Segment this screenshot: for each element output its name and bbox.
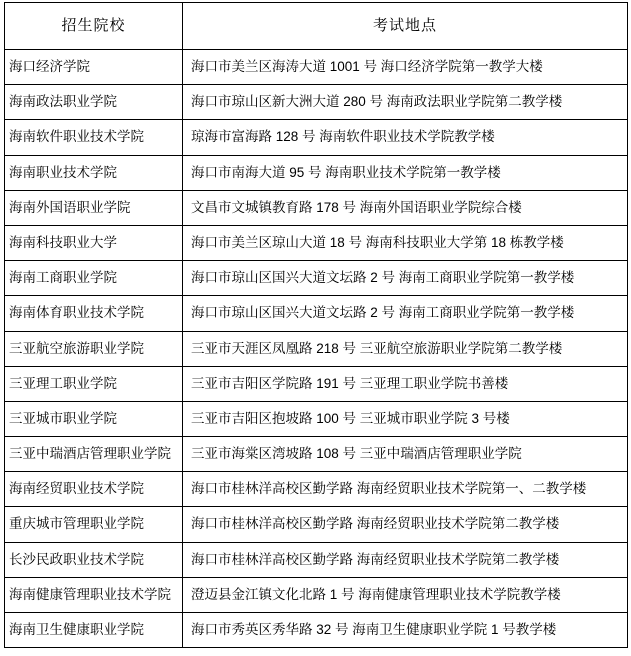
exam-venue-table	[4, 2, 628, 648]
cell-school: 海南外国语职业学院	[5, 190, 183, 225]
cell-school: 三亚中瑞酒店管理职业学院	[5, 437, 183, 472]
cell-school: 重庆城市管理职业学院	[5, 507, 183, 542]
cell-school: 三亚理工职业学院	[5, 366, 183, 401]
cell-venue: 文昌市文城镇教育路 178 号 海南外国语职业学院综合楼	[183, 190, 628, 225]
cell-school: 海南工商职业学院	[5, 261, 183, 296]
table-row	[5, 85, 628, 120]
table-row	[5, 50, 628, 85]
cell-school: 三亚城市职业学院	[5, 401, 183, 436]
cell-venue: 海口市桂林洋高校区勤学路 海南经贸职业技术学院第二教学楼	[183, 507, 628, 542]
cell-venue: 海口市桂林洋高校区勤学路 海南经贸职业技术学院第一、二教学楼	[183, 472, 628, 507]
cell-school: 海南健康管理职业技术学院	[5, 577, 183, 612]
table-row	[5, 331, 628, 366]
table-row	[5, 542, 628, 577]
cell-venue: 海口市琼山区国兴大道文坛路 2 号 海南工商职业学院第一教学楼	[183, 296, 628, 331]
cell-school: 海南政法职业学院	[5, 85, 183, 120]
cell-school: 海南卫生健康职业学院	[5, 613, 183, 648]
cell-school: 海南体育职业技术学院	[5, 296, 183, 331]
table-body	[5, 50, 628, 648]
table-row	[5, 261, 628, 296]
cell-school: 海南软件职业技术学院	[5, 120, 183, 155]
cell-venue: 三亚市吉阳区抱坡路 100 号 三亚城市职业学院 3 号楼	[183, 401, 628, 436]
cell-venue: 三亚市天涯区凤凰路 218 号 三亚航空旅游职业学院第二教学楼	[183, 331, 628, 366]
table-row	[5, 155, 628, 190]
cell-school: 海南职业技术学院	[5, 155, 183, 190]
cell-venue: 海口市琼山区国兴大道文坛路 2 号 海南工商职业学院第一教学楼	[183, 261, 628, 296]
cell-school: 三亚航空旅游职业学院	[5, 331, 183, 366]
cell-venue: 海口市美兰区琼山大道 18 号 海南科技职业大学第 18 栋教学楼	[183, 225, 628, 260]
cell-school: 海南经贸职业技术学院	[5, 472, 183, 507]
cell-venue: 海口市秀英区秀华路 32 号 海南卫生健康职业学院 1 号教学楼	[183, 613, 628, 648]
cell-venue: 澄迈县金江镇文化北路 1 号 海南健康管理职业技术学院教学楼	[183, 577, 628, 612]
cell-venue: 三亚市吉阳区学院路 191 号 三亚理工职业学院书善楼	[183, 366, 628, 401]
cell-venue: 三亚市海棠区湾坡路 108 号 三亚中瑞酒店管理职业学院	[183, 437, 628, 472]
cell-venue: 海口市琼山区新大洲大道 280 号 海南政法职业学院第二教学楼	[183, 85, 628, 120]
table-row	[5, 507, 628, 542]
cell-venue: 海口市南海大道 95 号 海南职业技术学院第一教学楼	[183, 155, 628, 190]
cell-school: 海口经济学院	[5, 50, 183, 85]
table-row	[5, 296, 628, 331]
table-row	[5, 225, 628, 260]
cell-school: 海南科技职业大学	[5, 225, 183, 260]
cell-school: 长沙民政职业技术学院	[5, 542, 183, 577]
table-row	[5, 577, 628, 612]
column-header-school: 招生院校	[5, 3, 183, 50]
table-header-row	[5, 3, 628, 50]
table-row	[5, 437, 628, 472]
table-row	[5, 190, 628, 225]
table-row	[5, 120, 628, 155]
cell-venue: 海口市桂林洋高校区勤学路 海南经贸职业技术学院第二教学楼	[183, 542, 628, 577]
table-row	[5, 366, 628, 401]
table-row	[5, 613, 628, 648]
cell-venue: 琼海市富海路 128 号 海南软件职业技术学院教学楼	[183, 120, 628, 155]
table-header	[5, 3, 628, 50]
column-header-venue: 考试地点	[183, 3, 628, 50]
table-row	[5, 401, 628, 436]
cell-venue: 海口市美兰区海涛大道 1001 号 海口经济学院第一教学大楼	[183, 50, 628, 85]
table-row	[5, 472, 628, 507]
